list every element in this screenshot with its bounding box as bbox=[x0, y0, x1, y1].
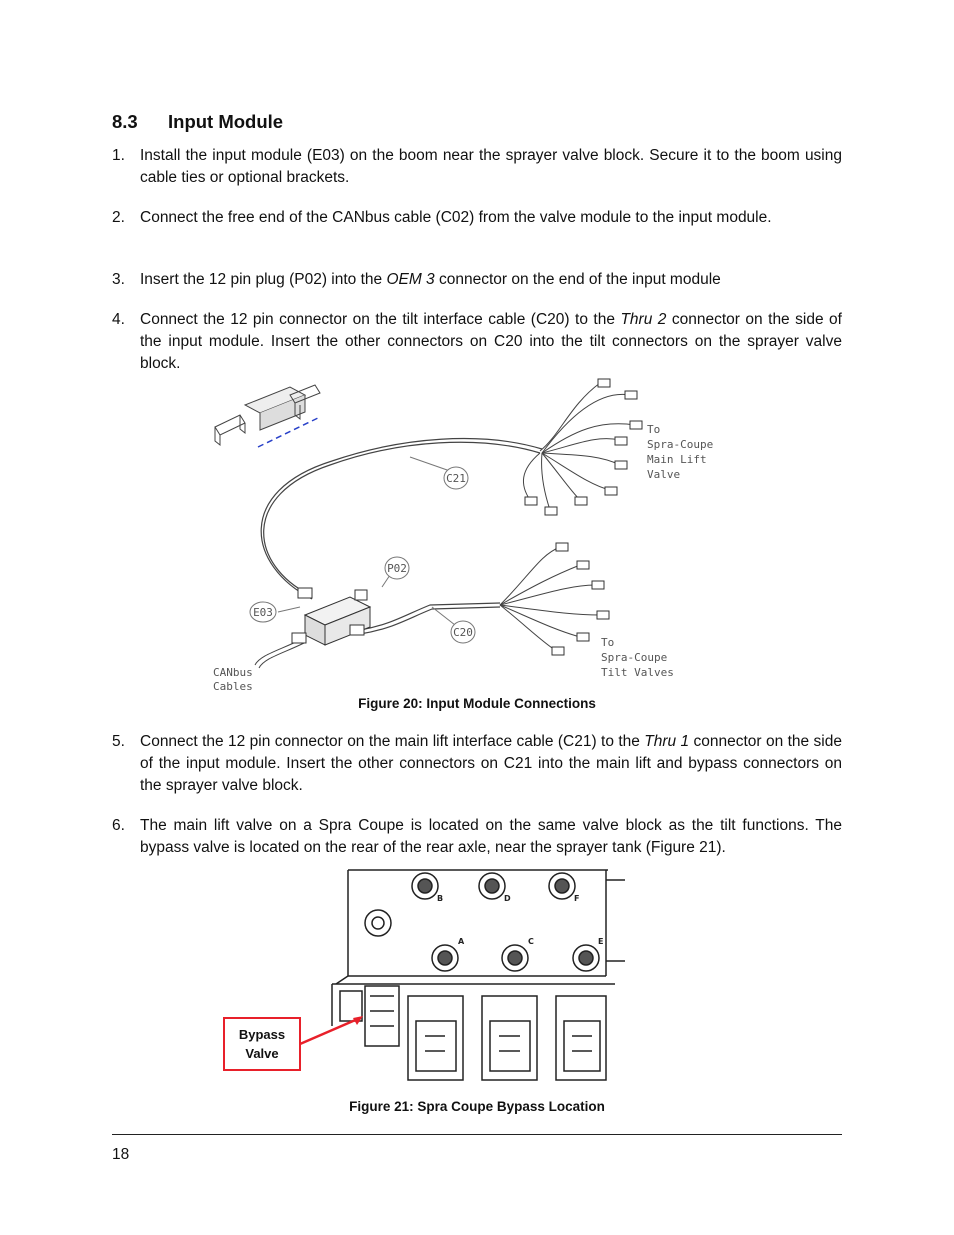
tilt-line-2: Spra-Coupe bbox=[601, 651, 668, 664]
step-number: 2. bbox=[112, 209, 125, 226]
valve-letter-d: D bbox=[504, 894, 511, 903]
step-number: 1. bbox=[112, 147, 125, 164]
valve-letter-e: E bbox=[598, 937, 604, 946]
section-title: Input Module bbox=[168, 111, 284, 132]
step-text bbox=[140, 815, 842, 859]
step-item bbox=[112, 145, 842, 189]
label-e03: E03 bbox=[253, 606, 273, 619]
main-lift-line-3: Main Lift bbox=[647, 453, 707, 466]
step-text-run: connector on the side of the input module. Insert the other connectors on C20 into the tilt connectors on the sprayer valve block. bbox=[140, 311, 842, 372]
section-heading bbox=[112, 111, 283, 133]
connector-name: Thru 2 bbox=[620, 311, 667, 328]
callout-arrow bbox=[300, 1018, 360, 1044]
valve-letter-b: B bbox=[437, 894, 444, 903]
step-text-run: Connect the 12 pin connector on the main lift interface cable (C21) to the bbox=[140, 733, 645, 750]
label-c21: C21 bbox=[446, 472, 466, 485]
main-lift-line-4: Valve bbox=[647, 468, 681, 481]
label-c20: C20 bbox=[453, 626, 473, 639]
bypass-location-photo bbox=[220, 866, 630, 1090]
figure-20-caption: Figure 20: Input Module Connections bbox=[358, 696, 596, 711]
step-text bbox=[140, 269, 842, 291]
canbus-line-1: CANbus bbox=[213, 666, 253, 679]
step-number: 6. bbox=[112, 817, 125, 834]
footer-rule bbox=[112, 1134, 842, 1135]
tilt-line-3: Tilt Valves bbox=[601, 666, 674, 679]
connector-name: Thru 1 bbox=[644, 733, 690, 750]
step-item bbox=[112, 309, 842, 375]
step-item bbox=[112, 207, 842, 229]
tilt-line-1: To bbox=[601, 636, 615, 649]
figure-21-caption: Figure 21: Spra Coupe Bypass Location bbox=[349, 1099, 605, 1114]
connector-name: OEM 3 bbox=[386, 271, 435, 288]
bypass-callout-box bbox=[224, 1018, 300, 1070]
valve-letter-c: C bbox=[528, 937, 534, 946]
step-text bbox=[140, 731, 842, 797]
callout-line-1: Bypass bbox=[238, 1027, 286, 1042]
step-text bbox=[140, 309, 842, 375]
step-text-run: Insert the 12 pin plug (P02) into the bbox=[140, 271, 387, 288]
label-p02: P02 bbox=[387, 562, 407, 575]
step-text bbox=[140, 207, 842, 229]
step-text-run: Install the input module (E03) on the boom near the sprayer valve block. Secure it to the boom using cable ties or optional brackets. bbox=[140, 147, 842, 186]
valve-letter-a: A bbox=[458, 937, 465, 946]
step-text-run: connector on the side of the input module. Insert the other connectors on C21 into the main lift and bypass connectors on the sprayer valve block. bbox=[140, 733, 842, 794]
step-text-run: Connect the free end of the CANbus cable (C02) from the valve module to the input module. bbox=[140, 209, 772, 226]
callout-line-2: Valve bbox=[245, 1046, 279, 1061]
canbus-line-2: Cables bbox=[213, 680, 253, 693]
step-text-run: Connect the 12 pin connector on the tilt interface cable (C20) to the bbox=[140, 311, 621, 328]
page-number: 18 bbox=[112, 1146, 130, 1163]
input-module-connections-diagram bbox=[200, 375, 760, 695]
main-lift-line-1: To bbox=[647, 423, 661, 436]
step-text bbox=[140, 145, 842, 189]
step-item bbox=[112, 269, 842, 291]
step-number: 5. bbox=[112, 733, 125, 750]
valve-letter-f: F bbox=[574, 894, 580, 903]
step-item bbox=[112, 815, 842, 859]
step-text-run: connector on the end of the input module bbox=[434, 271, 721, 288]
step-text-run: The main lift valve on a Spra Coupe is located on the same valve block as the tilt functions. The bypass valve is located on the rear of the rear axle, near the sprayer tank (Figure 21). bbox=[140, 817, 842, 856]
step-item bbox=[112, 731, 842, 797]
step-number: 4. bbox=[112, 311, 125, 328]
main-lift-line-2: Spra-Coupe bbox=[647, 438, 714, 451]
step-number: 3. bbox=[112, 271, 125, 288]
section-number: 8.3 bbox=[112, 111, 138, 132]
